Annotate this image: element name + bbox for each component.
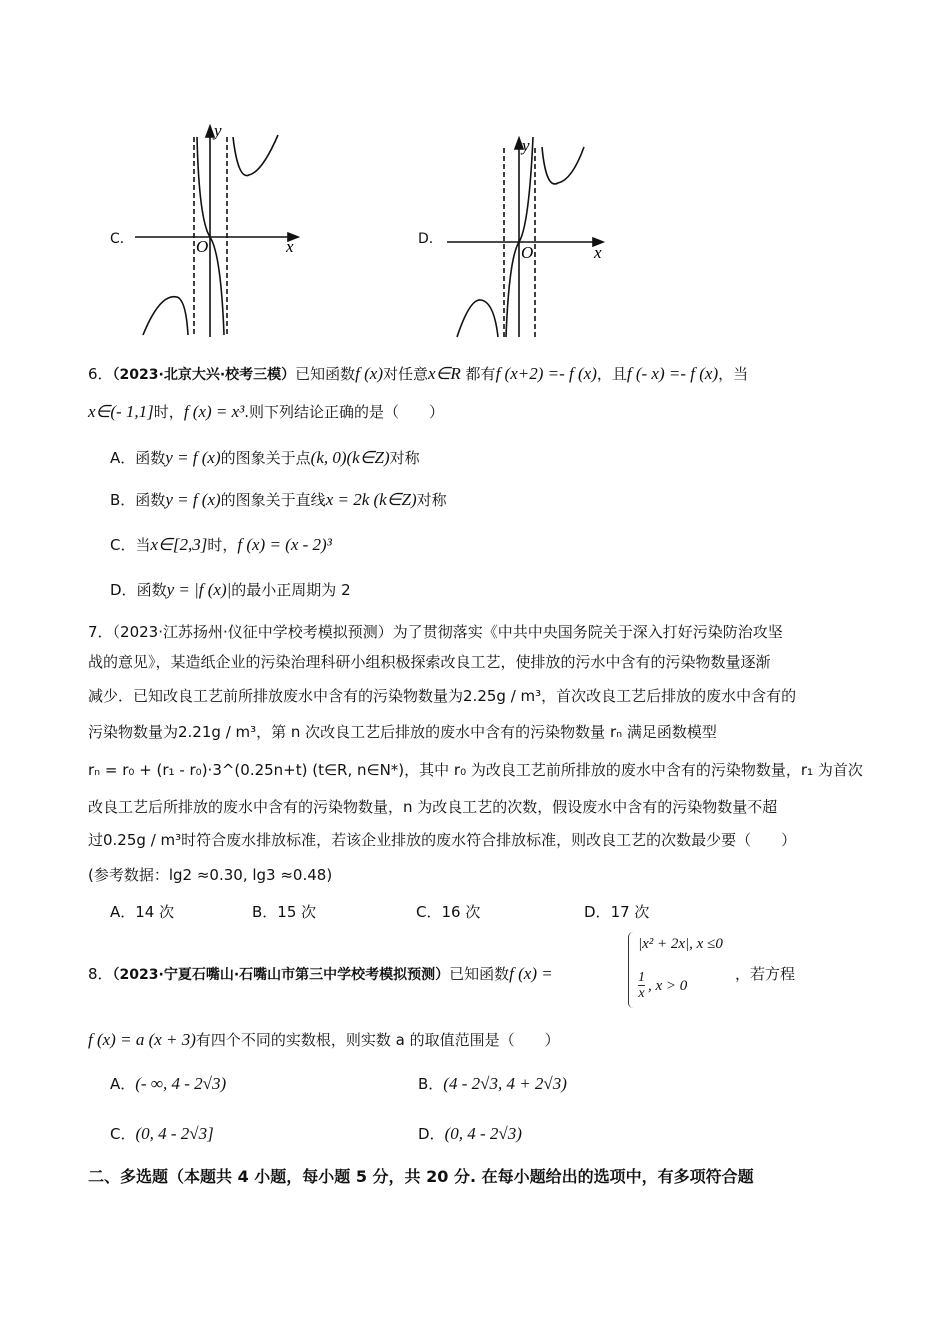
graph-c-label: C． [110,231,134,247]
section2-heading: 二、多选题（本题共 4 小题，每小题 5 分，共 20 分. 在每小题给出的选项中，有多项符合题 [88,1167,754,1186]
q6-option-c[interactable]: C．当x∈[2,3]时，f (x) = (x - 2)³ [110,535,332,554]
q6-option-a[interactable]: A．函数y = f (x)的图象关于点(k, 0)(k∈Z)对称 [110,448,420,467]
q8-option-a[interactable]: A．(- ∞, 4 - 2√3) [110,1074,227,1093]
q7-stem-line5: rₙ = r₀ + (r₁ - r₀)·3^(0.25n+t) (t∈R, n∈N*)，其中 r₀ 为改良工艺前所排放的废水中含有的污染物数量，r₁ 为首次 [88,761,863,779]
origin-label: O [196,237,209,256]
q8-case1: |x² + 2x|, x ≤0 [638,936,723,952]
q8-stem-line2: f (x) = a (x + 3)有四个不同的实数根，则实数 a 的取值范围是（ ） [88,1030,560,1049]
q7-option-a[interactable]: A．14 次 [110,903,175,921]
q7-option-d[interactable]: D．17 次 [584,903,650,921]
q8-case2-fraction: 1 x [638,970,645,1001]
q8-case2-cond: , x > 0 [648,978,688,994]
q6-stem-line2: x∈(- 1,1]时，f (x) = x³.则下列结论正确的是（ ） [88,402,445,421]
svg-text:y: y [522,136,530,155]
graph-d-label: D． [418,231,443,247]
q7-reference-data: (参考数据：lg2 ≈0.30, lg3 ≈0.48) [88,866,333,884]
q7-stem-line1: 7．（2023·江苏扬州·仪征中学校考模拟预测）为了贯彻落实《中共中央国务院关于深入打好污染防治攻坚 [88,623,783,641]
q6-option-b[interactable]: B．函数y = f (x)的图象关于直线x = 2k (k∈Z)对称 [110,490,447,509]
y-axis-label: y [214,121,222,140]
q7-stem-line2: 战的意见》，某造纸企业的污染治理科研小组积极探索改良工艺，使排放的污水中含有的污染物数量逐渐 [88,653,771,671]
q8-stem-line1: 8．（2023·宁夏石嘴山·石嘴山市第三中学校考模拟预测）已知函数f (x) = [88,964,553,983]
q8-stem-tail: ，若方程 [735,965,796,983]
svg-text:O: O [521,243,534,262]
q6-option-d[interactable]: D．函数y = |f (x)|的最小正周期为 2 [110,580,351,599]
graph-d [0,0,950,345]
q8-option-b[interactable]: B．(4 - 2√3, 4 + 2√3) [418,1074,567,1093]
q8-option-d[interactable]: D．(0, 4 - 2√3) [418,1124,522,1143]
q6-stem-line1: 6．（2023·北京大兴·校考三模）已知函数f (x)对任意x∈R 都有f (x+2) =- f (x)，且f (- x) =- f (x)，当 [88,364,749,383]
q7-stem-line7: 过0.25g / m³时符合废水排放标准，若该企业排放的废水符合排放标准，则改良工艺的次数最少要（ ） [88,831,797,849]
q7-stem-line6: 改良工艺后所排放的废水中含有的污染物数量，n 为改良工艺的次数，假设废水中含有的污染物数量不超 [88,798,778,816]
q8-option-c[interactable]: C．(0, 4 - 2√3] [110,1124,214,1143]
q7-option-c[interactable]: C．16 次 [416,903,481,921]
x-axis-label: x [286,237,294,256]
svg-text:x: x [594,243,602,262]
q7-stem-line3: 减少．已知改良工艺前所排放废水中含有的污染物数量为2.25g / m³，首次改良工艺后排放的废水中含有的 [88,687,797,705]
q7-option-b[interactable]: B．15 次 [252,903,317,921]
q7-stem-line4: 污染物数量为2.21g / m³，第 n 次改良工艺后排放的废水中含有的污染物数量 rₙ 满足函数模型 [88,723,717,741]
piecewise-brace [628,932,633,1008]
